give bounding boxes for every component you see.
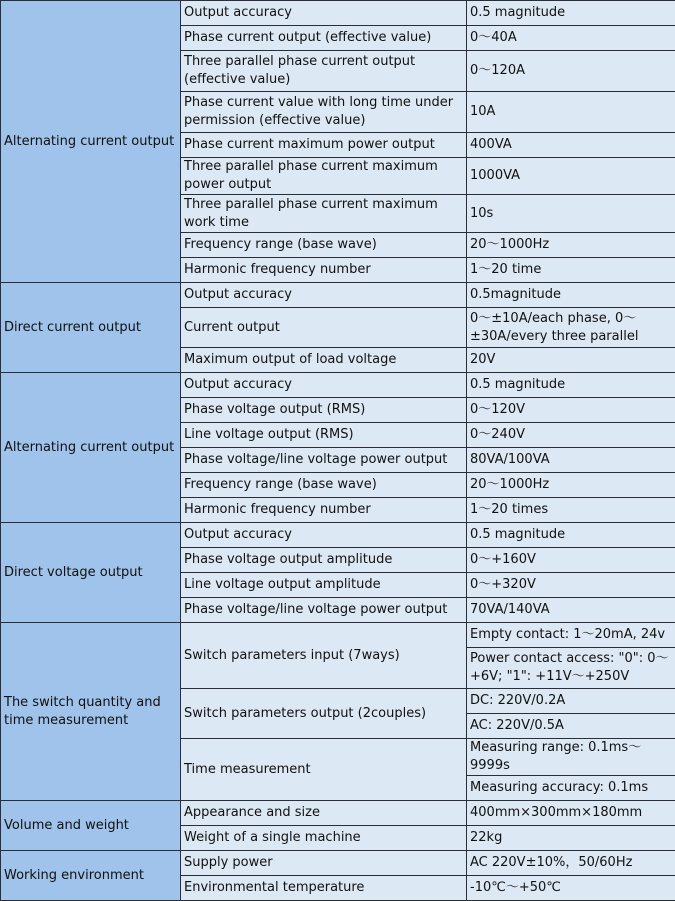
category-cell: The switch quantity and time measurement xyxy=(1,623,181,801)
param-cell: Phase voltage output amplitude xyxy=(181,548,467,573)
param-cell: Output accuracy xyxy=(181,523,467,548)
param-cell: Output accuracy xyxy=(181,1,467,26)
value-cell: 22kg xyxy=(467,826,675,851)
param-cell: Time measurement xyxy=(181,739,467,801)
param-cell: Line voltage output amplitude xyxy=(181,573,467,598)
value-cell: 0.5 magnitude xyxy=(467,373,675,398)
value-cell: 0～±10A/each phase, 0～±30A/every three parallel xyxy=(467,308,675,348)
param-cell: Phase current output (effective value) xyxy=(181,26,467,51)
value-cell: 0～+160V xyxy=(467,548,675,573)
value-cell: 1000VA xyxy=(467,158,675,195)
param-cell: Three parallel phase current maximum work time xyxy=(181,195,467,233)
value-cell: 20～1000Hz xyxy=(467,473,675,498)
category-cell: Direct voltage output xyxy=(1,523,181,623)
param-cell: Phase voltage output (RMS) xyxy=(181,398,467,423)
value-cell: 0.5 magnitude xyxy=(467,1,675,26)
param-cell: Weight of a single machine xyxy=(181,826,467,851)
param-cell: Line voltage output (RMS) xyxy=(181,423,467,448)
param-cell: Output accuracy xyxy=(181,283,467,308)
value-cell: 1～20 time xyxy=(467,258,675,283)
value-cell: Power contact access: "0": 0～+6V; "1": +11V～+250V xyxy=(467,648,675,689)
param-cell: Switch parameters input (7ways) xyxy=(181,623,467,689)
param-cell: Harmonic frequency number xyxy=(181,498,467,523)
value-cell: 70VA/140VA xyxy=(467,598,675,623)
param-cell: Phase current maximum power output xyxy=(181,133,467,158)
value-cell: 10A xyxy=(467,92,675,133)
value-cell: 0～120A xyxy=(467,51,675,92)
value-cell: -10℃～+50℃ xyxy=(467,876,675,901)
param-cell: Phase current value with long time under permission (effective value) xyxy=(181,92,467,133)
value-cell: 10s xyxy=(467,195,675,233)
value-cell: 0.5magnitude xyxy=(467,283,675,308)
param-cell: Three parallel phase current maximum power output xyxy=(181,158,467,195)
value-cell: 0～120V xyxy=(467,398,675,423)
param-cell: Phase voltage/line voltage power output xyxy=(181,598,467,623)
value-cell: Measuring accuracy: 0.1ms xyxy=(467,776,675,801)
param-cell: Frequency range (base wave) xyxy=(181,233,467,258)
category-cell: Alternating current output xyxy=(1,1,181,283)
param-cell: Phase voltage/line voltage power output xyxy=(181,448,467,473)
value-cell: 20～1000Hz xyxy=(467,233,675,258)
value-cell: 400mm×300mm×180mm xyxy=(467,801,675,826)
param-cell: Environmental temperature xyxy=(181,876,467,901)
value-cell: Measuring range: 0.1ms～9999s xyxy=(467,739,675,776)
param-cell: Output accuracy xyxy=(181,373,467,398)
category-cell: Direct current output xyxy=(1,283,181,373)
param-cell: Switch parameters output (2couples) xyxy=(181,689,467,739)
value-cell: 0～+320V xyxy=(467,573,675,598)
value-cell: DC: 220V/0.2A xyxy=(467,689,675,714)
category-cell: Volume and weight xyxy=(1,801,181,851)
category-cell: Working environment xyxy=(1,851,181,901)
value-cell: 80VA/100VA xyxy=(467,448,675,473)
param-cell: Appearance and size xyxy=(181,801,467,826)
param-cell: Maximum output of load voltage xyxy=(181,348,467,373)
value-cell: Empty contact: 1～20mA, 24v xyxy=(467,623,675,648)
param-cell: Three parallel phase current output (effective value) xyxy=(181,51,467,92)
category-cell: Alternating current output xyxy=(1,373,181,523)
value-cell: 1～20 times xyxy=(467,498,675,523)
value-cell: 400VA xyxy=(467,133,675,158)
param-cell: Frequency range (base wave) xyxy=(181,473,467,498)
value-cell: 0～40A xyxy=(467,26,675,51)
param-cell: Current output xyxy=(181,308,467,348)
param-cell: Supply power xyxy=(181,851,467,876)
param-cell: Harmonic frequency number xyxy=(181,258,467,283)
value-cell: AC 220V±10%，50/60Hz xyxy=(467,851,675,876)
value-cell: AC: 220V/0.5A xyxy=(467,714,675,739)
value-cell: 0～240V xyxy=(467,423,675,448)
value-cell: 0.5 magnitude xyxy=(467,523,675,548)
value-cell: 20V xyxy=(467,348,675,373)
